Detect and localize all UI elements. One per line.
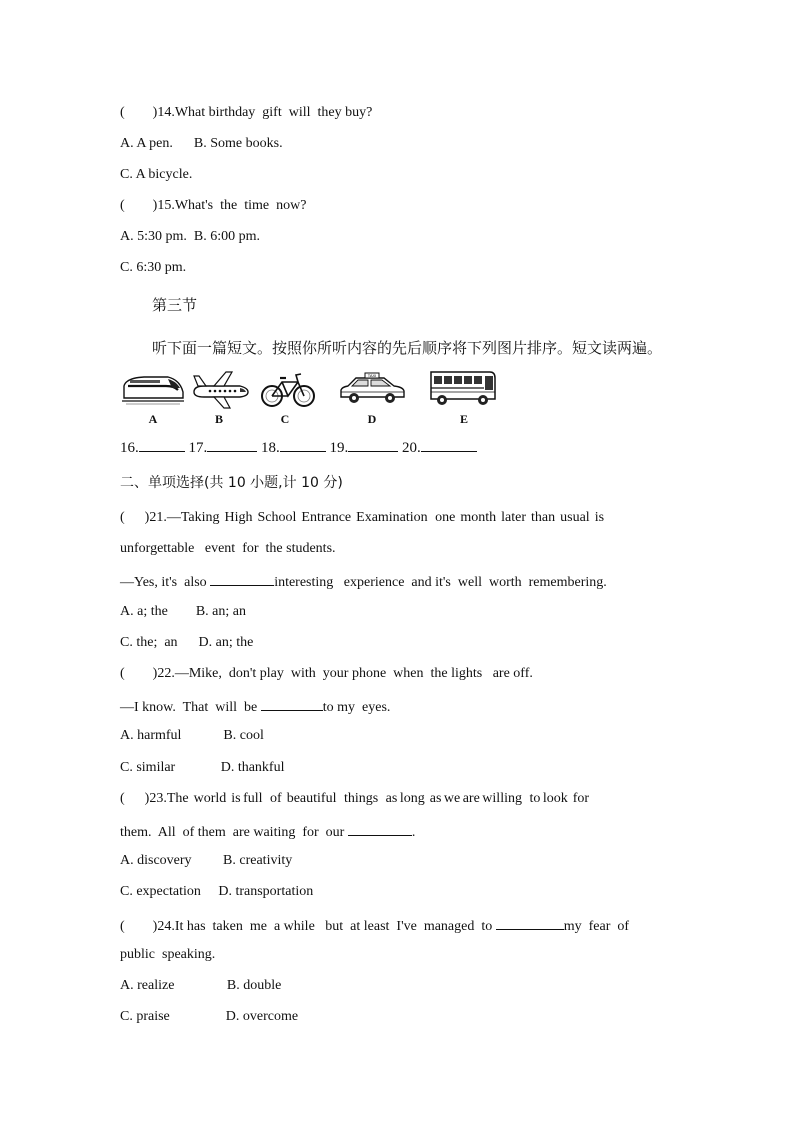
q21-options-ab: A. a; the B. an; an	[120, 604, 246, 619]
q23-options-cd: C. expectation D. transportation	[120, 884, 314, 899]
q24-options-cd: C. praise D. overcome	[120, 1009, 299, 1024]
q14-option-c: C. A bicycle.	[120, 167, 193, 182]
section3-instruction: 听下面一篇短文。按照你所听内容的先后顺序将下列图片排序。短文读两遍。	[152, 339, 663, 357]
q21-response-end: interesting experience and it's well worth remembering.	[274, 575, 607, 590]
picture-label-e: E	[459, 412, 468, 426]
q21-answer-blank[interactable]	[210, 571, 274, 586]
q23-options-ab: A. discovery B. creativity	[120, 853, 293, 868]
q24-answer-blank[interactable]	[496, 915, 564, 930]
bicycle-icon	[260, 368, 316, 410]
airplane-icon	[190, 368, 250, 410]
q24-options-ab: A. realize B. double	[120, 978, 282, 993]
part2-heading: 二、单项选择(共 10 小题,计 10 分)	[120, 475, 343, 491]
q24-stem-line2: public speaking.	[120, 947, 216, 962]
q24-stem-end: my fear of	[563, 919, 630, 934]
answer-blank-18: 18.	[261, 440, 280, 456]
q14-stem: ( )14.What birthday gift will they buy?	[120, 105, 373, 120]
q24-stem-start: ( )24.It has taken me a while but at least I've managed to	[120, 919, 496, 934]
bullet-train-icon	[122, 368, 184, 408]
q14-options-ab: A. A pen. B. Some books.	[120, 136, 283, 151]
q21-stem-line1: ( )21.—Taking High School Entrance Examination one month later than usual is	[120, 510, 605, 525]
answer-line-16[interactable]	[139, 437, 185, 452]
answer-line-18[interactable]	[280, 437, 326, 452]
picture-label-b: B	[214, 412, 223, 426]
answer-blanks-row	[120, 437, 477, 457]
picture-label-a: A	[148, 412, 158, 426]
answer-line-19[interactable]	[348, 437, 398, 452]
q23-stem-line1: ( )23.The world is full of beautiful things as long as we are willing to look for	[120, 791, 590, 806]
answer-line-20[interactable]	[421, 437, 477, 452]
answer-blank-17: 17.	[188, 440, 208, 456]
q23-stem-start: them. All of them are waiting for our	[120, 825, 348, 840]
q21-stem-line2: unforgettable event for the students.	[120, 541, 336, 556]
taxi-icon	[338, 368, 406, 408]
picture-label-c: C	[280, 412, 290, 426]
q21-options-cd: C. the; an D. an; the	[120, 635, 254, 650]
q22-options-ab: A. harmful B. cool	[120, 728, 264, 743]
q23-answer-blank[interactable]	[348, 821, 412, 836]
q22-response	[120, 696, 390, 717]
answer-blank-19: 19.	[329, 440, 349, 456]
q22-options-cd: C. similar D. thankful	[120, 760, 285, 775]
q15-option-c: C. 6:30 pm.	[120, 260, 187, 275]
q22-stem: ( )22.—Mike, don't play with your phone when the lights are off.	[120, 666, 533, 681]
bus-icon	[428, 368, 498, 408]
q21-response-start: —Yes, it's also	[120, 575, 211, 590]
picture-label-d: D	[367, 412, 377, 426]
answer-blank-16: 16.	[120, 440, 139, 456]
q22-answer-blank[interactable]	[261, 696, 323, 711]
q23-stem-line2	[120, 821, 415, 842]
taxi-sign-text: TAXI	[367, 373, 377, 379]
picture-row	[120, 368, 510, 428]
q23-stem-end: .	[411, 825, 416, 840]
q21-response	[120, 571, 607, 592]
q22-response-end: to my eyes.	[322, 700, 391, 715]
q15-options-ab: A. 5:30 pm. B. 6:00 pm.	[120, 229, 261, 244]
answer-blank-20: 20.	[402, 440, 421, 456]
q15-stem: ( )15.What's the time now?	[120, 198, 307, 213]
answer-line-17[interactable]	[207, 437, 257, 452]
q24-stem-line1	[120, 915, 629, 936]
section3-title: 第三节	[152, 296, 198, 314]
q22-response-start: —I know. That will be	[120, 700, 261, 715]
